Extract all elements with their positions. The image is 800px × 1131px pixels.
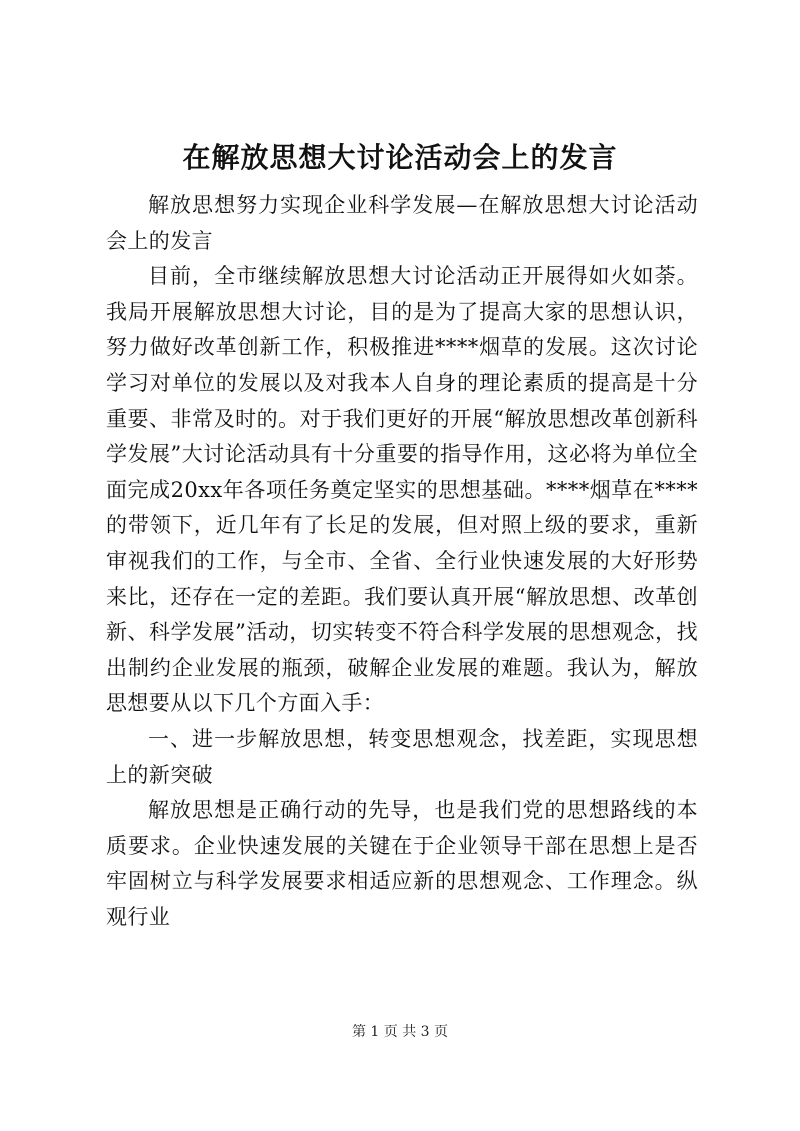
intro-paragraph: 目前，全市继续解放思想大讨论活动正开展得如火如荼。我局开展解放思想大讨论，目的是为了提高大家的思想认识，努力做好改革创新工作，积极推进****烟草的发展。这次讨论学习对单位的发展以及对我本人自身的理论素质的提高是十分重要、非常及时的。对于我们更好的开展“解放思想改革创新科学发展”大讨论活动具有十分重要的指导作用，这必将为单位全面完成20xx年各项任务奠定坚实的思想基础。****烟草在****的带领下，近几年有了长足的发展，但对照上级的要求，重新审视我们的工作，与全市、全省、全行业快速发展的大好形势来比，还存在一定的差距。我们要认真开展“解放思想、改革创新、科学发展”活动，切实转变不符合科学发展的思想观念，找出制约企业发展的瓶颈，破解企业发展的难题。我认为，解放思想要从以下几个方面入手： [106,264,698,716]
section-paragraph-1: 解放思想是正确行动的先导，也是我们党的思想路线的本质要求。企业快速发展的关键在于企业领导干部在思想上是否牢固树立与科学发展要求相适应新的思想观念、工作理念。纵观行业 [106,798,698,929]
subtitle-paragraph: 解放思想努力实现企业科学发展—在解放思想大讨论活动会上的发言 [106,193,698,253]
document-body [106,188,698,935]
document-title: 在解放思想大讨论活动会上的发言 [182,141,618,174]
section-heading-1: 一、进一步解放思想，转变思想观念，找差距，实现思想上的新突破 [106,726,698,787]
page-footer: 第 1 页 共 3 页 [351,1024,449,1040]
